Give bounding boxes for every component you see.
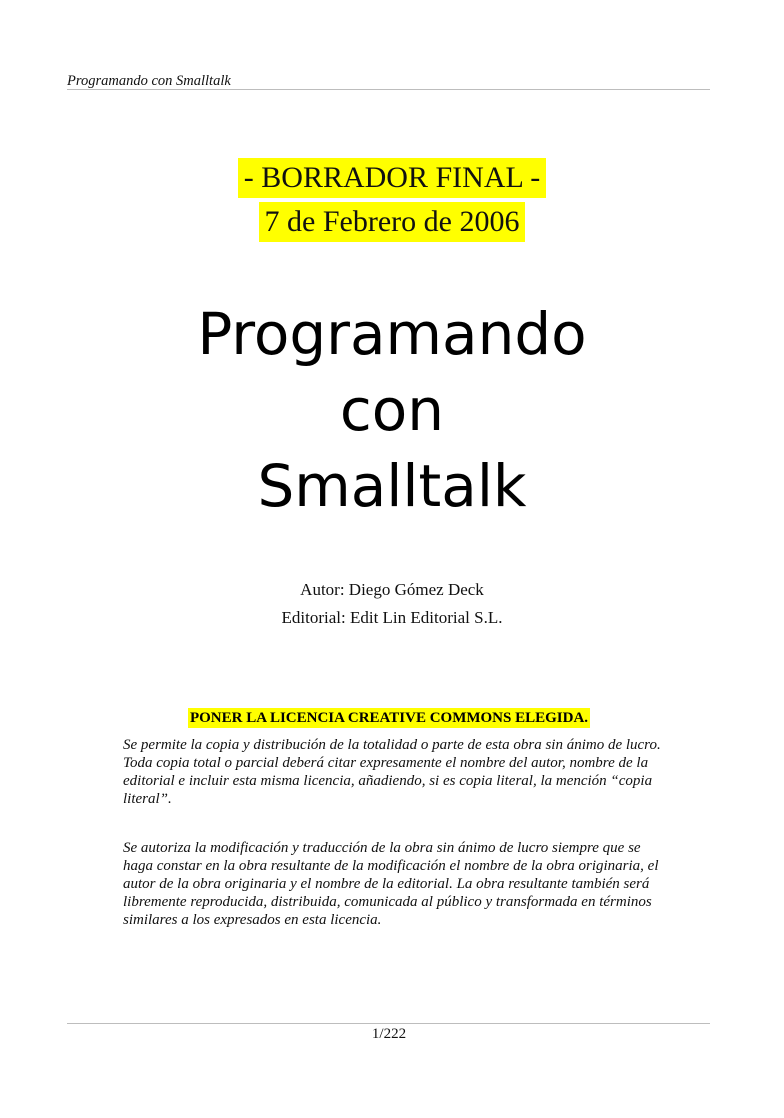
draft-status: - BORRADOR FINAL -	[238, 158, 546, 198]
header-rule	[67, 89, 710, 90]
license-paragraph-1: Se permite la copia y distribución de la totalidad o parte de esta obra sin ánimo de lucro. Toda copia total o parcial deberá citar expresamente el nombre del autor, nombre de la editorial e incluir esta misma licencia, añadiendo, si es copia literal, la mención “copia literal”.	[123, 737, 661, 807]
author-line: Autor: Diego Gómez Deck	[300, 580, 484, 599]
license-heading: PONER LA LICENCIA CREATIVE COMMONS ELEGIDA.	[189, 710, 589, 726]
title-line-3: Smalltalk	[257, 452, 527, 520]
page-number: 1/222	[371, 1026, 407, 1042]
draft-date: 7 de Febrero de 2006	[259, 202, 526, 242]
license-heading-container	[0, 708, 778, 728]
publisher-line: Editorial: Edit Lin Editorial S.L.	[281, 608, 503, 627]
license-paragraph-2: Se autoriza la modificación y traducción de la obra sin ánimo de lucro siempre que se haga constar en la obra resultante de la modificación el nombre de la obra originaria, el autor de la obra originaria y el nombre de la editorial. La obra resultante también será libremente reproducida, distribuida, comunicada al público y transformada en términos similares a los expresados en esta licencia.	[123, 840, 659, 928]
draft-notice	[0, 158, 784, 246]
title-line-1: Programando	[197, 300, 587, 368]
running-header: Programando con Smalltalk	[67, 73, 231, 89]
book-title	[0, 296, 784, 524]
book-meta	[0, 576, 784, 632]
title-line-2: con	[339, 376, 445, 444]
